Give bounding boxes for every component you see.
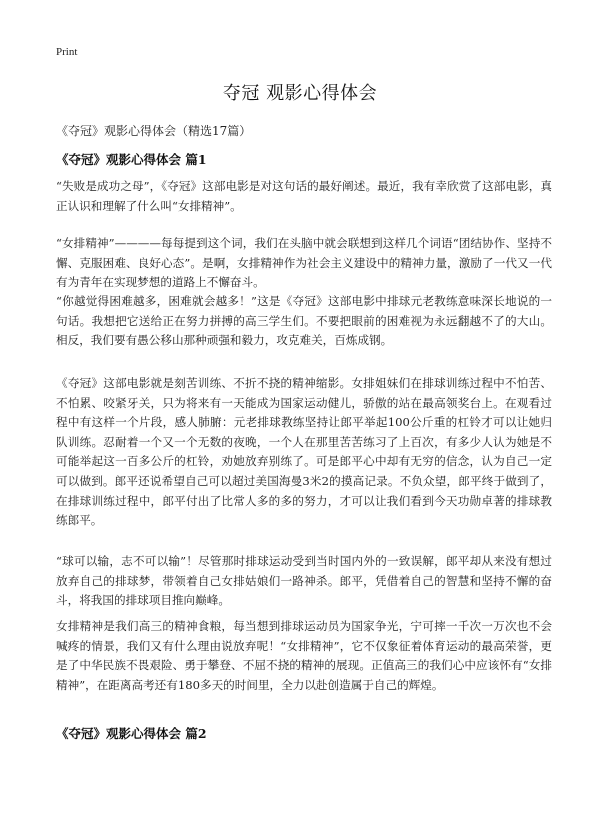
- paragraph-5: “球可以输，志不可以输”！尽管那时排球运动受到当时国内外的一致误解，郎平却从来没有想过放弃自己的排球梦，带领着自己女排姑娘们一路神杀。郎平，凭借着自己的智慧和坚持不懈的奋斗，将我国的排球项目推向巅峰。: [56, 554, 552, 608]
- paragraph-3: “你越觉得困难越多，困难就会越多！”这是《夺冠》这部电影中排球元老教练意味深长地说的一句话。我想把它送给正在努力拼搏的高三学生们。不要把眼前的困难视为永远翻越不了的大山。相反，我们要有愚公移山那种顽强和毅力，攻克难关，百炼成钢。: [56, 294, 552, 348]
- paragraph-1: “失败是成功之母”，《夺冠》这部电影是对这句话的最好阐述。最近，我有幸欣赏了这部电影，真正认识和理解了什么叫“女排精神”。: [56, 179, 552, 213]
- section-heading-1: 《夺冠》观影心得体会 篇1: [56, 152, 207, 167]
- page-subtitle: 《夺冠》观影心得体会（精选17篇）: [56, 124, 252, 138]
- section-heading-2: 《夺冠》观影心得体会 篇2: [56, 726, 207, 741]
- paragraph-6: 女排精神是我们高三的精神食粮，每当想到排球运动员为国家争光，宁可摔一千次一万次也不会喊疼的情景，我们又有什么理由说放弃呢！“女排精神”，它不仅象征着体育运动的最高荣誉，更是了中华民族不畏艰险、勇于攀登、不屈不挠的精神的展现。正值高三的我们心中应该怀有“女排精神”，在距离高考还有180多天的时间里，全力以赴创造属于自己的辉煌。: [56, 619, 552, 692]
- print-label: Print: [56, 46, 78, 58]
- page-title: 夺冠 观影心得体会: [222, 83, 378, 104]
- paragraph-2: “女排精神”————每每提到这个词，我们在头脑中就会联想到这样几个词语“团结协作、坚持不懈、克服困难、良好心态”。是啊，女排精神作为社会主义建设中的精神力量，激励了一代又一代有为青年在实现梦想的道路上不懈奋斗。: [56, 236, 552, 290]
- paragraph-4: 《夺冠》这部电影就是刻苦训练、不折不挠的精神缩影。女排姐妹们在排球训练过程中不怕苦、不怕累、咬紧牙关，只为将来有一天能成为国家运动健儿，骄傲的站在最高领奖台上。在观看过程中有这样一个片段，感人肺腑：元老排球教练坚持让郎平举起100公斤重的杠铃才可以让她归队训练。忍耐着一个又一个无数的夜晚，一个人在那里苦苦练习了上百次，有多少人认为她是不可能举起这一百多公斤的杠铃，劝她放弃别练了。可是郎平心中却有无穷的信念，认为自己一定可以做到。郎平还说希望自己可以超过美国海曼3米2的摸高记录。不负众望，郎平终于做到了，在排球训练过程中，郎平付出了比常人多的多的努力，才可以让我们看到今天功勋卓著的排球教练郎平。: [56, 376, 552, 528]
